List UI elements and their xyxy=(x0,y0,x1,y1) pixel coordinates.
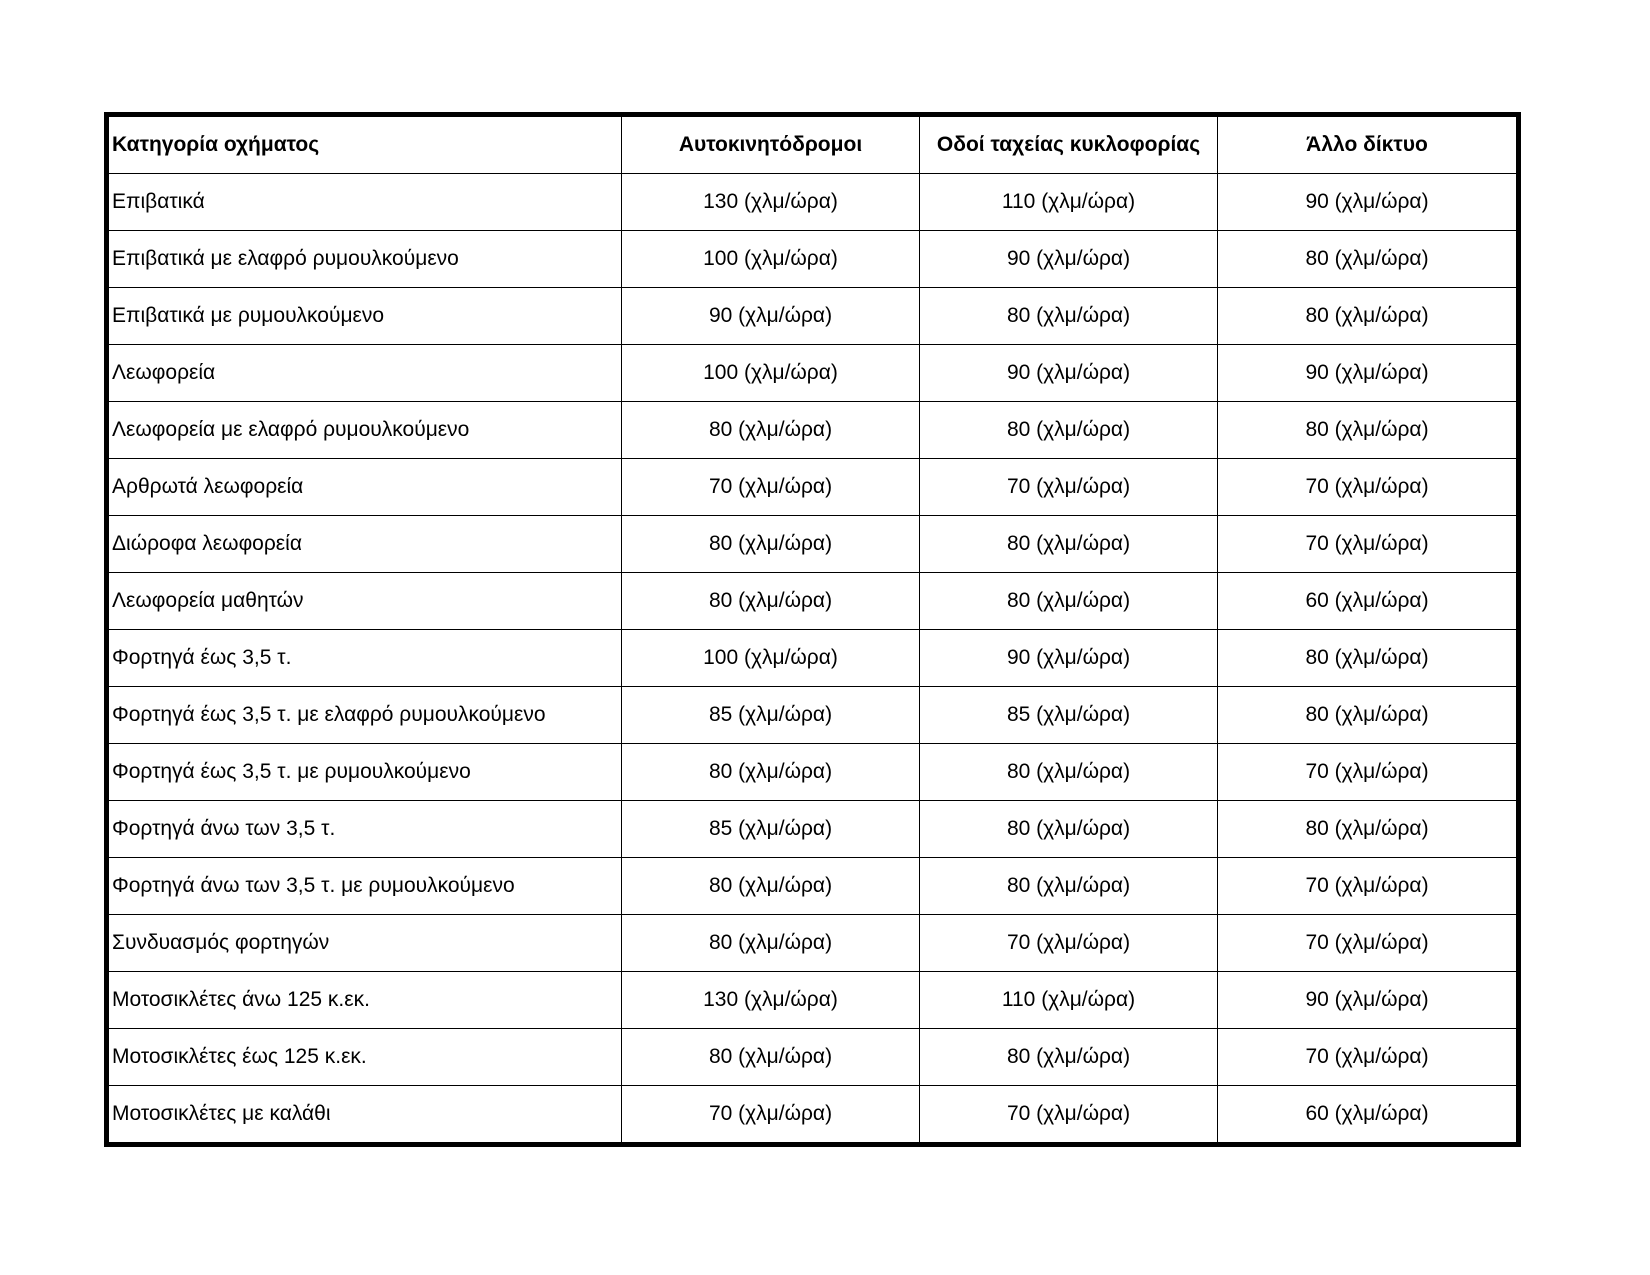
speed-limits-table xyxy=(104,112,1521,1147)
expressway-limit-cell: 85 (χλμ/ώρα) xyxy=(920,687,1218,744)
header-other-network: Άλλο δίκτυο xyxy=(1218,115,1519,174)
expressway-limit-cell: 110 (χλμ/ώρα) xyxy=(920,174,1218,231)
table-row xyxy=(107,174,1519,231)
expressway-limit-cell: 80 (χλμ/ώρα) xyxy=(920,744,1218,801)
motorway-limit-cell: 100 (χλμ/ώρα) xyxy=(622,231,920,288)
other-network-limit-cell: 90 (χλμ/ώρα) xyxy=(1218,972,1519,1029)
vehicle-category-cell: Φορτηγά έως 3,5 τ. με ρυμουλκούμενο xyxy=(107,744,622,801)
other-network-limit-cell: 60 (χλμ/ώρα) xyxy=(1218,1086,1519,1145)
expressway-limit-cell: 80 (χλμ/ώρα) xyxy=(920,801,1218,858)
vehicle-category-cell: Μοτοσικλέτες άνω 125 κ.εκ. xyxy=(107,972,622,1029)
table-row xyxy=(107,288,1519,345)
vehicle-category-cell: Επιβατικά με ελαφρό ρυμουλκούμενο xyxy=(107,231,622,288)
expressway-limit-cell: 70 (χλμ/ώρα) xyxy=(920,1086,1218,1145)
other-network-limit-cell: 80 (χλμ/ώρα) xyxy=(1218,231,1519,288)
motorway-limit-cell: 130 (χλμ/ώρα) xyxy=(622,972,920,1029)
table-row xyxy=(107,345,1519,402)
table-row xyxy=(107,402,1519,459)
vehicle-category-cell: Λεωφορεία μαθητών xyxy=(107,573,622,630)
other-network-limit-cell: 70 (χλμ/ώρα) xyxy=(1218,744,1519,801)
motorway-limit-cell: 100 (χλμ/ώρα) xyxy=(622,345,920,402)
vehicle-category-cell: Μοτοσικλέτες με καλάθι xyxy=(107,1086,622,1145)
header-expressways: Οδοί ταχείας κυκλοφορίας xyxy=(920,115,1218,174)
expressway-limit-cell: 80 (χλμ/ώρα) xyxy=(920,288,1218,345)
table-row xyxy=(107,459,1519,516)
expressway-limit-cell: 70 (χλμ/ώρα) xyxy=(920,459,1218,516)
other-network-limit-cell: 80 (χλμ/ώρα) xyxy=(1218,630,1519,687)
expressway-limit-cell: 90 (χλμ/ώρα) xyxy=(920,630,1218,687)
other-network-limit-cell: 90 (χλμ/ώρα) xyxy=(1218,345,1519,402)
expressway-limit-cell: 110 (χλμ/ώρα) xyxy=(920,972,1218,1029)
table-row xyxy=(107,630,1519,687)
expressway-limit-cell: 80 (χλμ/ώρα) xyxy=(920,516,1218,573)
motorway-limit-cell: 130 (χλμ/ώρα) xyxy=(622,174,920,231)
header-motorways: Αυτοκινητόδρομοι xyxy=(622,115,920,174)
other-network-limit-cell: 70 (χλμ/ώρα) xyxy=(1218,858,1519,915)
expressway-limit-cell: 90 (χλμ/ώρα) xyxy=(920,345,1218,402)
table-row xyxy=(107,915,1519,972)
table-row xyxy=(107,231,1519,288)
expressway-limit-cell: 70 (χλμ/ώρα) xyxy=(920,915,1218,972)
table-row xyxy=(107,687,1519,744)
expressway-limit-cell: 80 (χλμ/ώρα) xyxy=(920,402,1218,459)
motorway-limit-cell: 80 (χλμ/ώρα) xyxy=(622,573,920,630)
vehicle-category-cell: Φορτηγά άνω των 3,5 τ. με ρυμουλκούμενο xyxy=(107,858,622,915)
motorway-limit-cell: 80 (χλμ/ώρα) xyxy=(622,402,920,459)
vehicle-category-cell: Μοτοσικλέτες έως 125 κ.εκ. xyxy=(107,1029,622,1086)
motorway-limit-cell: 80 (χλμ/ώρα) xyxy=(622,744,920,801)
other-network-limit-cell: 70 (χλμ/ώρα) xyxy=(1218,516,1519,573)
vehicle-category-cell: Λεωφορεία xyxy=(107,345,622,402)
other-network-limit-cell: 70 (χλμ/ώρα) xyxy=(1218,915,1519,972)
motorway-limit-cell: 90 (χλμ/ώρα) xyxy=(622,288,920,345)
motorway-limit-cell: 85 (χλμ/ώρα) xyxy=(622,687,920,744)
table-row xyxy=(107,801,1519,858)
expressway-limit-cell: 80 (χλμ/ώρα) xyxy=(920,1029,1218,1086)
table-row xyxy=(107,972,1519,1029)
vehicle-category-cell: Αρθρωτά λεωφορεία xyxy=(107,459,622,516)
motorway-limit-cell: 100 (χλμ/ώρα) xyxy=(622,630,920,687)
table-header-row xyxy=(107,115,1519,174)
other-network-limit-cell: 80 (χλμ/ώρα) xyxy=(1218,801,1519,858)
vehicle-category-cell: Φορτηγά έως 3,5 τ. με ελαφρό ρυμουλκούμενο xyxy=(107,687,622,744)
expressway-limit-cell: 80 (χλμ/ώρα) xyxy=(920,858,1218,915)
motorway-limit-cell: 85 (χλμ/ώρα) xyxy=(622,801,920,858)
other-network-limit-cell: 70 (χλμ/ώρα) xyxy=(1218,459,1519,516)
other-network-limit-cell: 80 (χλμ/ώρα) xyxy=(1218,687,1519,744)
vehicle-category-cell: Διώροφα λεωφορεία xyxy=(107,516,622,573)
vehicle-category-cell: Φορτηγά άνω των 3,5 τ. xyxy=(107,801,622,858)
table-row xyxy=(107,1086,1519,1145)
motorway-limit-cell: 70 (χλμ/ώρα) xyxy=(622,459,920,516)
motorway-limit-cell: 70 (χλμ/ώρα) xyxy=(622,1086,920,1145)
vehicle-category-cell: Λεωφορεία με ελαφρό ρυμουλκούμενο xyxy=(107,402,622,459)
table-row xyxy=(107,1029,1519,1086)
other-network-limit-cell: 80 (χλμ/ώρα) xyxy=(1218,288,1519,345)
other-network-limit-cell: 80 (χλμ/ώρα) xyxy=(1218,402,1519,459)
header-vehicle-category: Κατηγορία οχήματος xyxy=(107,115,622,174)
motorway-limit-cell: 80 (χλμ/ώρα) xyxy=(622,915,920,972)
vehicle-category-cell: Επιβατικά xyxy=(107,174,622,231)
table-row xyxy=(107,858,1519,915)
document-page xyxy=(104,112,1516,1147)
vehicle-category-cell: Φορτηγά έως 3,5 τ. xyxy=(107,630,622,687)
motorway-limit-cell: 80 (χλμ/ώρα) xyxy=(622,858,920,915)
motorway-limit-cell: 80 (χλμ/ώρα) xyxy=(622,516,920,573)
expressway-limit-cell: 80 (χλμ/ώρα) xyxy=(920,573,1218,630)
other-network-limit-cell: 60 (χλμ/ώρα) xyxy=(1218,573,1519,630)
other-network-limit-cell: 90 (χλμ/ώρα) xyxy=(1218,174,1519,231)
vehicle-category-cell: Συνδυασμός φορτηγών xyxy=(107,915,622,972)
expressway-limit-cell: 90 (χλμ/ώρα) xyxy=(920,231,1218,288)
other-network-limit-cell: 70 (χλμ/ώρα) xyxy=(1218,1029,1519,1086)
vehicle-category-cell: Επιβατικά με ρυμουλκούμενο xyxy=(107,288,622,345)
table-row xyxy=(107,573,1519,630)
table-row xyxy=(107,516,1519,573)
motorway-limit-cell: 80 (χλμ/ώρα) xyxy=(622,1029,920,1086)
table-row xyxy=(107,744,1519,801)
